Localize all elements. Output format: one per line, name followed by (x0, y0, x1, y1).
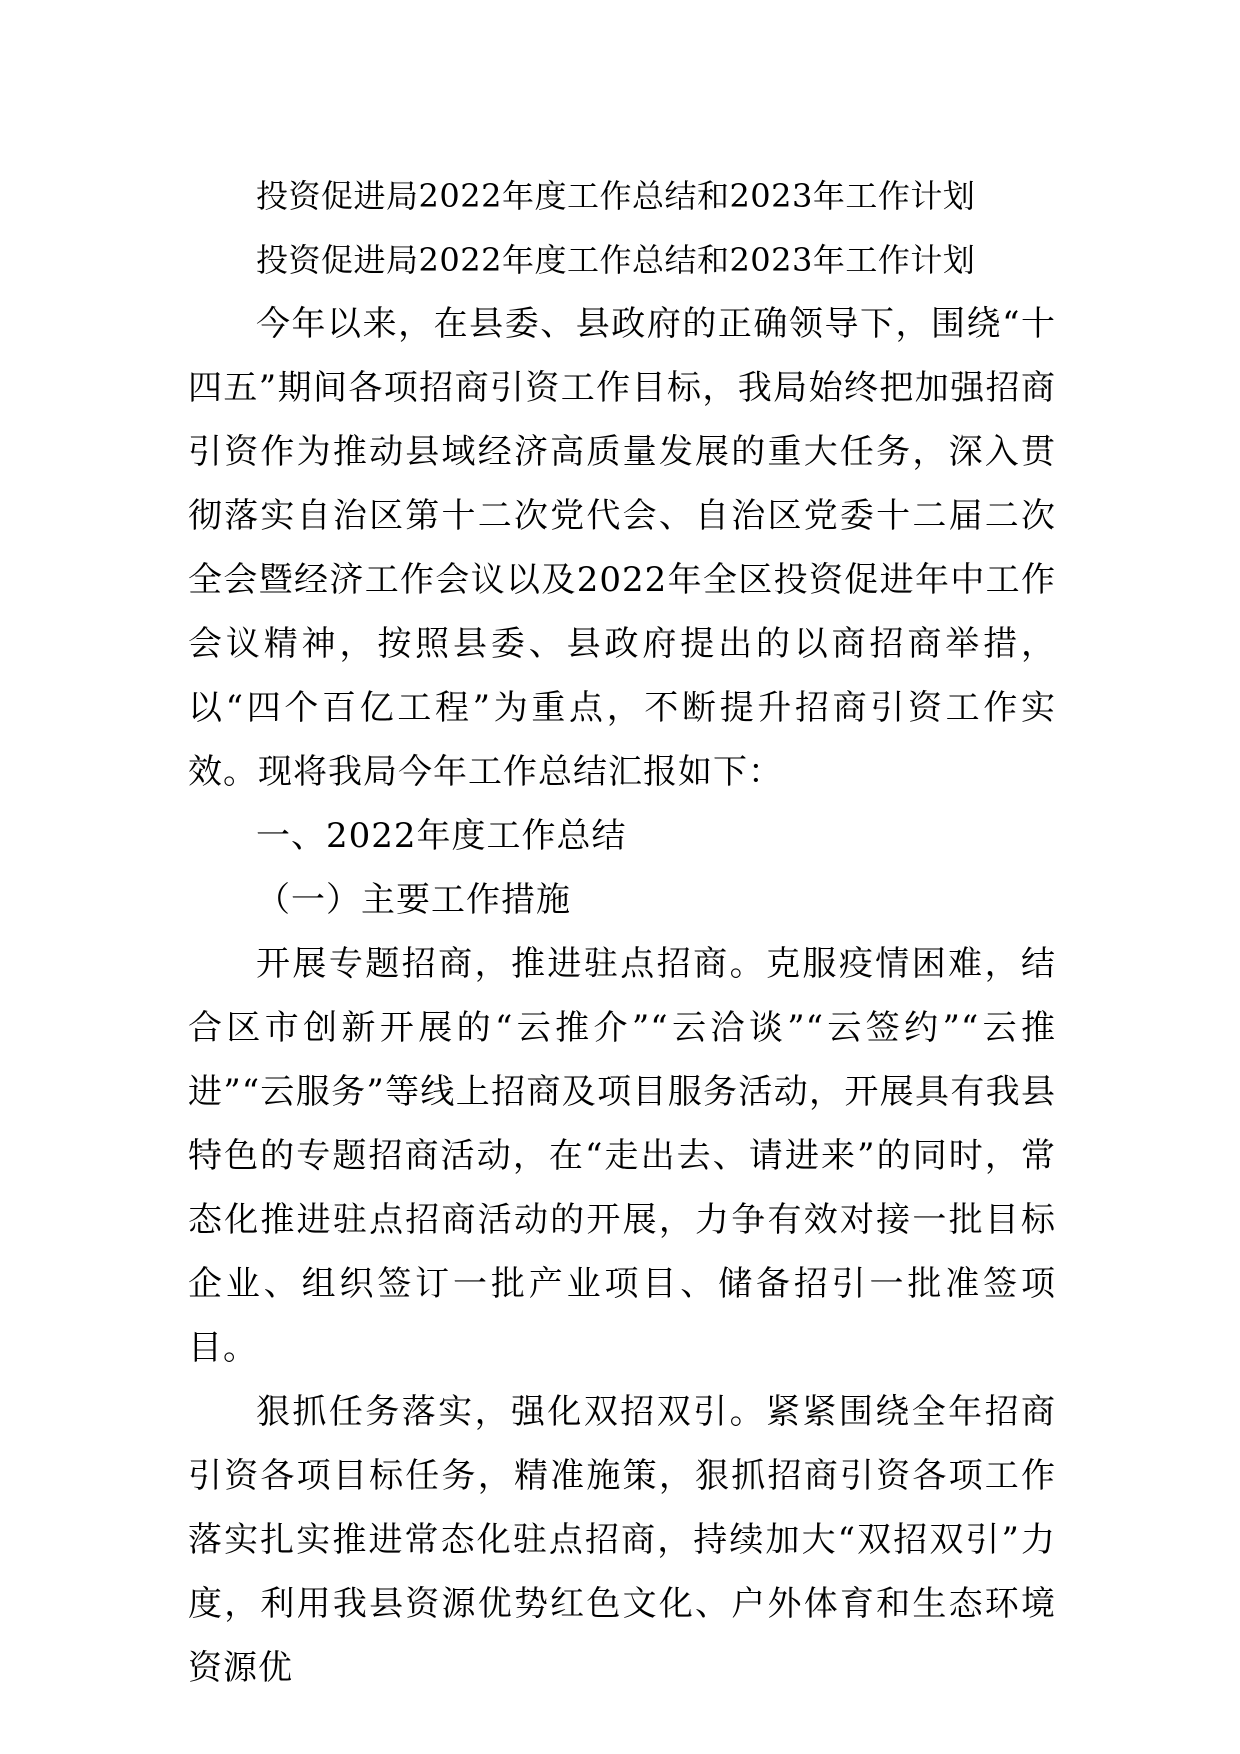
paragraph-special-investment: 开展专题招商，推进驻点招商。克服疫情困难，结合区市创新开展的“云推介”“云洽谈”“云签约”“云推进”“云服务”等线上招商及项目服务活动，开展具有我县特色的专题招商活动，在“走出去、请进来”的同时，常态化推进驻点招商活动的开展，力争有效对接一批目标企业、组织签订一批产业项目、储备招引一批准签项目。 (188, 944, 1056, 1368)
subsection-heading-main-measures: （一）主要工作措施 (256, 880, 571, 920)
paragraph-task-implementation: 狠抓任务落实，强化双招双引。紧紧围绕全年招商引资各项目标任务，精准施策，狠抓招商引资各项工作落实扎实推进常态化驻点招商，持续加大“双招双引”力度，利用我县资源优势红色文化、户外体育和生态环境资源优 (188, 1392, 1056, 1688)
document-title-repeat: 投资促进局2022年度工作总结和2023年工作计划 (256, 241, 976, 279)
paragraph-intro: 今年以来，在县委、县政府的正确领导下，围绕“十四五”期间各项招商引资工作目标，我局始终把加强招商引资作为推动县域经济高质量发展的重大任务，深入贯彻落实自治区第十二次党代会、自治区党委十二届二次全会暨经济工作会议以及2022年全区投资促进年中工作会议精神，按照县委、县政府提出的以商招商举措，以“四个百亿工程”为重点，不断提升招商引资工作实效。现将我局今年工作总结汇报如下： (188, 304, 1056, 792)
document-page (188, 164, 1056, 1700)
section-heading-2022-summary: 一、2022年度工作总结 (256, 816, 627, 856)
document-title: 投资促进局2022年度工作总结和2023年工作计划 (256, 177, 976, 215)
